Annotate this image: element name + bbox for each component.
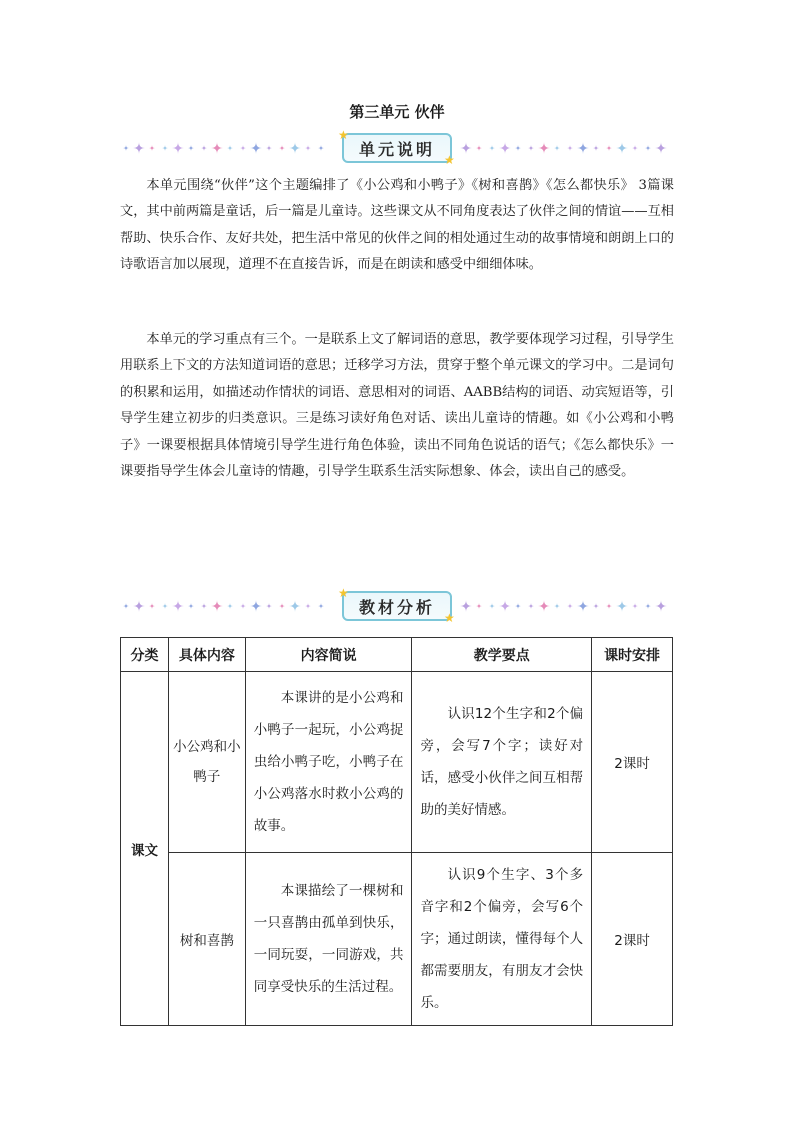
sparkle-mark [460, 600, 472, 612]
sparkle-mark [250, 600, 262, 612]
section-heading-badge [342, 591, 452, 621]
header-cell: 分类 [121, 638, 169, 672]
sparkle-mark [632, 603, 638, 609]
sparkle-mark [133, 142, 145, 154]
star-icon: ★ [444, 153, 455, 167]
paragraph: 本单元围绕“伙伴”这个主题编排了《小公鸡和小鸭子》《树和喜鹊》《怎么都快乐》 3篇课文，其中前两篇是童话，后一篇是儿童诗。这些课文从不同角度表达了伙伴之间的情谊——互相帮助、快乐合作、友好共处，把生活中常见的伙伴之间的相处通过生动的故事情境和朗朗上口的诗歌语言加以展现，道理不在直接告诉，而是在朗读和感受中细细体味。 [120, 178, 674, 273]
table-row [121, 853, 673, 1026]
sparkle-mark [489, 145, 495, 151]
sparkle-mark [227, 145, 233, 151]
sparkle-mark [606, 603, 612, 609]
sparkle-mark [305, 145, 311, 151]
sparkle-mark [616, 600, 628, 612]
sparkle-mark [616, 142, 628, 154]
sparkle-mark [593, 145, 599, 151]
sparkle-mark [211, 142, 223, 154]
paragraph: 本单元的学习重点有三个。一是联系上文了解词语的意思，教学要体现学习过程，引导学生用联系上下文的方法知道词语的意思；迁移学习方法，贯穿于整个单元课文的学习中。二是词句的积累和运用，如描述动作情状的词语、意思相对的词语、AABB结构的词语、动宾短语等，引导学生建立初步的归类意识。三是练习读好角色对话、读出儿童诗的情趣。如《小公鸡和小鸭子》一课要根据具体情境引导学生进行角色体验，读出不同角色说话的语气；《怎么都快乐》一课要指导学生体会儿童诗的情趣，引导学生联系生活实际想象、体会，读出自己的感受。 [120, 332, 674, 480]
sparkle-mark [515, 145, 521, 151]
sparkle-mark [554, 603, 560, 609]
header-cell: 课时安排 [592, 638, 673, 672]
table-row [121, 672, 673, 853]
points-cell: 认识9个生字、3个多音字和2个偏旁，会写6个字；通过朗读，懂得每个人都需要朋友，有朋友才会快乐。 [412, 853, 592, 1026]
section-heading: 单元说明 [358, 139, 435, 159]
sparkle-mark [201, 603, 207, 609]
sparkle-mark [123, 145, 129, 151]
star-icon: ★ [338, 128, 349, 142]
star-icon: ★ [444, 611, 455, 625]
sparkle-mark [227, 603, 233, 609]
sparkle-mark [318, 145, 324, 151]
sparkle-mark [172, 142, 184, 154]
sparkle-mark [593, 603, 599, 609]
sparkle-mark [476, 603, 482, 609]
header-cell: 教学要点 [412, 638, 592, 672]
sparkle-mark [162, 603, 168, 609]
sparkle-mark [149, 603, 155, 609]
sparkle-mark [528, 603, 534, 609]
sparkle-mark [655, 142, 667, 154]
category-cell: 课文 [121, 672, 169, 1026]
sparkle-mark [305, 603, 311, 609]
section-heading: 教材分析 [358, 597, 435, 617]
header-cell: 具体内容 [168, 638, 245, 672]
sparkle-mark [211, 600, 223, 612]
material-analysis-table [120, 637, 673, 1026]
header-cell: 内容简说 [245, 638, 412, 672]
sparkle-mark [279, 145, 285, 151]
sparkle-mark [528, 145, 534, 151]
sparkle-mark [172, 600, 184, 612]
section-banner-unit-description [120, 128, 674, 167]
table-header-row [121, 638, 673, 672]
sparkle-mark [266, 145, 272, 151]
summary-cell: 本课讲的是小公鸡和小鸭子一起玩，小公鸡捉虫给小鸭子吃，小鸭子在小公鸡落水时救小公鸡的故事。 [245, 672, 412, 853]
sparkle-mark [240, 603, 246, 609]
sparkle-mark [489, 603, 495, 609]
sparkle-mark [289, 142, 301, 154]
sparkle-mark [645, 145, 651, 151]
content-cell: 小公鸡和小鸭子 [168, 672, 245, 853]
sparkle-mark [250, 142, 262, 154]
sparkle-mark [577, 142, 589, 154]
hours-cell: 2课时 [592, 853, 673, 1026]
sparkle-mark [632, 145, 638, 151]
sparkle-mark [499, 600, 511, 612]
sparkle-mark [318, 603, 324, 609]
sparkle-mark [279, 603, 285, 609]
sparkle-mark [577, 600, 589, 612]
sparkle-mark [567, 145, 573, 151]
section-banner-material-analysis [120, 586, 674, 625]
sparkle-mark [240, 145, 246, 151]
sparkle-mark [538, 142, 550, 154]
sparkle-mark [606, 145, 612, 151]
sparkle-mark [123, 603, 129, 609]
sparkle-mark [645, 603, 651, 609]
star-icon: ★ [338, 586, 349, 600]
sparkle-mark [554, 145, 560, 151]
sparkle-mark [188, 603, 194, 609]
page-title: 第三单元 伙伴 [349, 103, 445, 121]
sparkle-mark [133, 600, 145, 612]
summary-cell: 本课描绘了一棵树和一只喜鹊由孤单到快乐，一同玩耍，一同游戏，共同享受快乐的生活过程。 [245, 853, 412, 1026]
sparkle-mark [499, 142, 511, 154]
sparkle-mark [162, 145, 168, 151]
sparkle-mark [289, 600, 301, 612]
sparkle-mark [188, 145, 194, 151]
sparkle-mark [655, 600, 667, 612]
sparkle-mark [567, 603, 573, 609]
sparkle-mark [201, 145, 207, 151]
points-cell: 认识12个生字和2个偏旁，会写7个字；读好对话，感受小伙伴之间互相帮助的美好情感。 [412, 672, 592, 853]
hours-cell: 2课时 [592, 672, 673, 853]
sparkle-mark [538, 600, 550, 612]
sparkle-mark [149, 145, 155, 151]
sparkle-mark [266, 603, 272, 609]
sparkle-mark [476, 145, 482, 151]
sparkle-mark [515, 603, 521, 609]
sparkle-mark [460, 142, 472, 154]
section-heading-badge [342, 133, 452, 163]
content-cell: 树和喜鹊 [168, 853, 245, 1026]
